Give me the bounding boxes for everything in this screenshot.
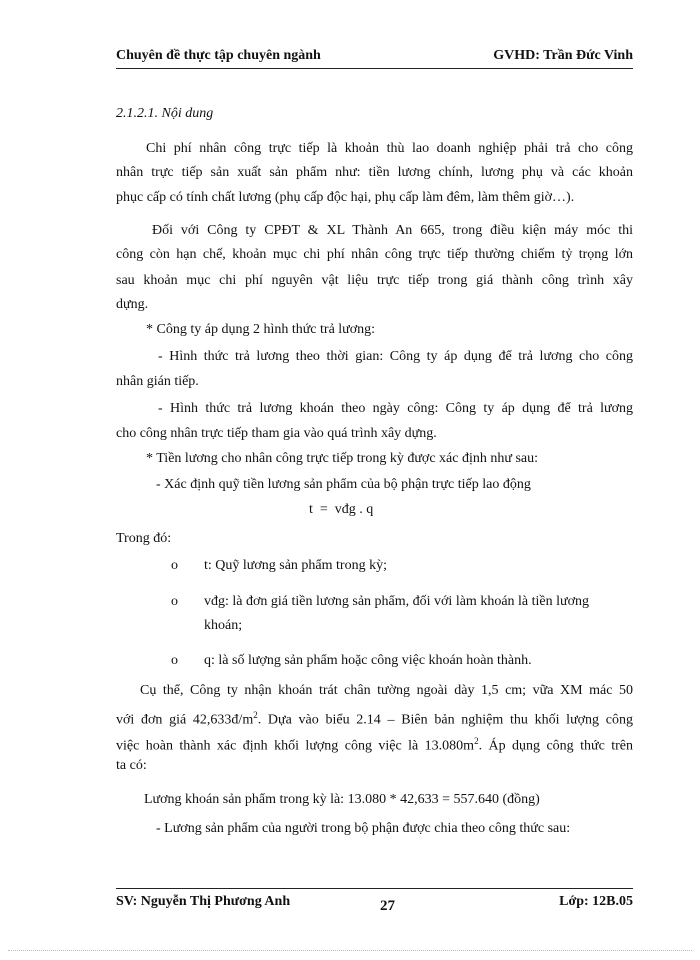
footer-page-number: 27 (380, 898, 395, 914)
p2-line3: sau khoản mục chi phí nguyên vật liệu trực tiếp trong giá thành công trình xây (116, 273, 633, 288)
formula: t = vđg . q (309, 502, 374, 517)
p4-line2: nhân gián tiếp. (116, 374, 199, 389)
section-title: 2.1.2.1. Nội dung (116, 106, 214, 121)
bullet-marker: o (171, 594, 178, 609)
bullet-marker: o (171, 653, 178, 668)
p7: - Xác định quỹ tiền lương sản phẩm của bộ phận trực tiếp lao động (156, 477, 531, 492)
p8-line3-sup: 2 (474, 736, 479, 746)
p5-line1: - Hình thức trả lương khoán theo ngày công: Công ty áp dụng để trả lương (158, 401, 633, 416)
p4-line1: - Hình thức trả lương theo thời gian: Công ty áp dụng để trả lương cho công (158, 349, 633, 364)
p8-line1: Cụ thể, Công ty nhận khoán trát chân tường ngoài dày 1,5 cm; vữa XM mác 50 (140, 683, 633, 698)
p2-line1: Đối với Công ty CPĐT & XL Thành An 665, trong điều kiện máy móc thi (152, 223, 633, 238)
p6: * Tiền lương cho nhân công trực tiếp trong kỳ được xác định như sau: (146, 451, 538, 466)
p10: - Lương sản phẩm của người trong bộ phận được chia theo công thức sau: (156, 821, 571, 836)
p1-line3: phục cấp có tính chất lương (phụ cấp độc hại, phụ cấp làm đêm, làm thêm giờ…). (116, 190, 575, 205)
bullet-marker: o (171, 558, 178, 573)
footer-class: Lớp: 12B.05 (559, 894, 633, 909)
bullet-2-text-line2: khoán; (204, 618, 243, 633)
header-left: Chuyên đề thực tập chuyên ngành (116, 48, 321, 63)
p8-line2-part1: với đơn giá 42,633đ/m (116, 712, 254, 728)
footer-rule (116, 888, 633, 889)
p2-line2: công còn hạn chế, khoản mục chi phí nhân công trực tiếp thường chiếm tỷ trọng lớn (116, 247, 633, 262)
p5-line2: cho công nhân trực tiếp tham gia vào quá trình xây dựng. (116, 426, 437, 441)
header-right: GVHD: Trần Đức Vinh (493, 48, 633, 63)
page-border-dotted (8, 950, 692, 951)
p1-line1: Chi phí nhân công trực tiếp là khoản thù lao doanh nghiệp phải trả cho công (146, 141, 633, 156)
p8-line3 (116, 729, 633, 759)
p9: Lương khoán sản phẩm trong kỳ là: 13.080 * 42,633 = 557.640 (đồng) (144, 792, 540, 807)
bullet-3-text: q: là số lượng sản phẩm hoặc công việc khoán hoàn thành. (204, 653, 532, 668)
bullet-2-text-line1: vđg: là đơn giá tiền lương sản phẩm, đối với làm khoán là tiền lương (204, 594, 590, 609)
where-label: Trong đó: (116, 531, 172, 546)
p2-line4: dựng. (116, 297, 149, 312)
p1-line2: nhân trực tiếp sản xuất sản phẩm như: tiền lương chính, lương phụ và các khoản (116, 165, 633, 180)
p8-line3-part2: . Áp dụng công thức trên (478, 738, 634, 754)
header-rule (116, 68, 633, 69)
p8-line2-sup: 2 (253, 710, 258, 720)
p3: * Công ty áp dụng 2 hình thức trả lương: (146, 322, 376, 337)
footer-student: SV: Nguyễn Thị Phương Anh (116, 894, 291, 909)
p8-line4: ta có: (116, 758, 147, 773)
p8-line2-part2: . Dựa vào biểu 2.14 – Biên bản nghiệm thu khối lượng công (257, 712, 633, 728)
p8-line3-part1: việc hoàn thành xác định khối lượng công việc là 13.080m (116, 738, 475, 754)
bullet-1-text: t: Quỹ lương sản phẩm trong kỳ; (204, 558, 387, 573)
